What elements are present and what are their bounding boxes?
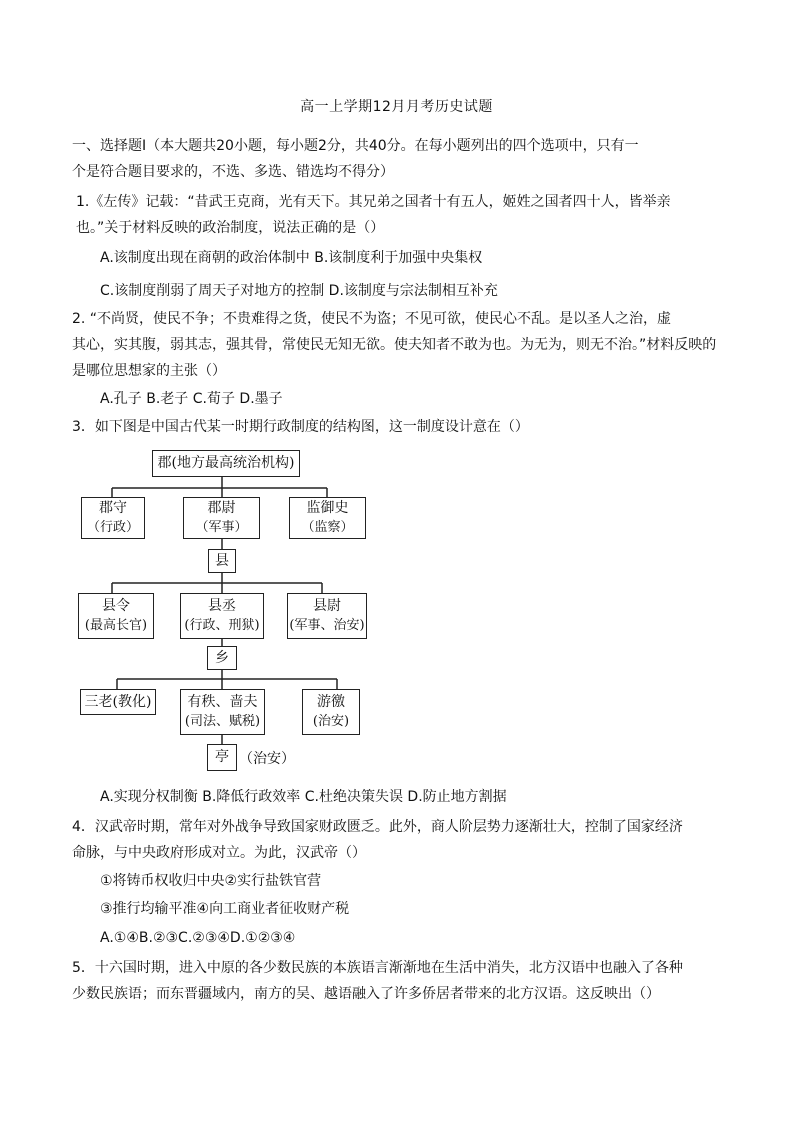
box-jun-label: 郡(地方最高统治机构) bbox=[157, 455, 295, 471]
box-ting-label: 亭 bbox=[215, 749, 229, 765]
box-ting bbox=[207, 744, 237, 771]
q3-options: A.实现分权制衡 B.降低行政效率 C.杜绝决策失误 D.防止地方割据 bbox=[100, 789, 507, 805]
box-youjiao bbox=[302, 689, 360, 735]
administrative-structure-diagram bbox=[72, 448, 372, 778]
q4-stem-line2: 命脉，与中央政府形成对立。为此，汉武帝（） bbox=[72, 845, 366, 861]
box-youzhi-label: 有秩、啬夫 bbox=[187, 694, 258, 710]
q4-items-12: ①将铸币权收归中央②实行盐铁官营 bbox=[100, 873, 322, 889]
q2-stem-line3: 是哪位思想家的主张（） bbox=[72, 363, 226, 379]
box-youzhi bbox=[180, 689, 265, 735]
box-xiancheng-label: 县丞 bbox=[208, 598, 236, 614]
box-xiancheng-role: (行政、刑狱) bbox=[184, 618, 260, 633]
box-junwei-label: 郡尉 bbox=[207, 500, 236, 516]
q1-options-cd: C.该制度削弱了周天子对地方的控制 D.该制度与宗法制相互补充 bbox=[100, 283, 498, 299]
box-xianwei bbox=[287, 593, 367, 639]
box-jun bbox=[152, 450, 300, 477]
q1-stem-line1: 1.《左传》记载：“昔武王克商，光有天下。其兄弟之国者十有五人，姬姓之国者四十人，皆举亲 bbox=[76, 194, 671, 210]
box-youjiao-label: 游徼 bbox=[317, 694, 345, 710]
box-xianwei-role: (军事、治安) bbox=[289, 618, 365, 633]
box-junwei-role: （军事） bbox=[195, 520, 248, 535]
page-title: 高一上学期12月月考历史试题 bbox=[300, 99, 493, 115]
box-junshou-role: （行政） bbox=[86, 520, 139, 535]
box-xianling bbox=[78, 593, 154, 639]
box-jianyushi-role: （监察） bbox=[301, 520, 354, 535]
box-xian-label: 县 bbox=[215, 552, 229, 569]
q1-stem-line2: 也。”关于材料反映的政治制度，说法正确的是（） bbox=[76, 220, 385, 236]
q2-stem-line2: 其心，实其腹，弱其志，强其骨，常使民无知无欲。使夫知者不敢为也。为无为，则无不治。”材料反映的 bbox=[72, 337, 717, 353]
q3-stem: 3．如下图是中国古代某一时期行政制度的结构图，这一制度设计意在（） bbox=[72, 419, 529, 435]
section-instructions-line1: 一、选择题Ⅰ（本大题共20小题，每小题2分，共40分。在每小题列出的四个选项中，只有一 bbox=[72, 138, 639, 154]
box-junshou-label: 郡守 bbox=[99, 500, 127, 516]
q2-stem-line1: 2. “不尚贤，使民不争；不贵难得之货，使民不为盗；不见可欲，使民心不乱。是以圣人之治，虚 bbox=[72, 311, 672, 327]
box-sanlao bbox=[80, 689, 156, 715]
box-youjiao-role: (治安) bbox=[312, 714, 350, 729]
box-sanlao-label: 三老(教化) bbox=[84, 693, 152, 710]
section-instructions-line2: 个是符合题目要求的，不选、多选、错选均不得分） bbox=[72, 164, 394, 180]
box-xiang-label: 乡 bbox=[215, 649, 229, 666]
box-xiancheng bbox=[180, 593, 264, 639]
q5-stem-line2: 少数民族语；而东晋疆域内，南方的吴、越语融入了许多侨居者带来的北方汉语。这反映出（） bbox=[72, 986, 660, 1002]
box-ting-role: （治安） bbox=[239, 751, 295, 767]
q2-options: A.孔子 B.老子 C.荀子 D.墨子 bbox=[100, 391, 283, 407]
q1-options-ab: A.该制度出现在商朝的政治体制中 B.该制度利于加强中央集权 bbox=[100, 250, 483, 266]
box-xianling-label: 县令 bbox=[102, 598, 130, 614]
box-junshou bbox=[81, 497, 145, 539]
box-junwei bbox=[183, 497, 260, 539]
q4-items-34: ③推行均输平准④向工商业者征收财产税 bbox=[100, 901, 350, 917]
box-jianyushi bbox=[289, 497, 366, 539]
q4-options: A.①④B.②③C.②③④D.①②③④ bbox=[100, 930, 296, 946]
box-xianwei-label: 县尉 bbox=[313, 598, 341, 614]
box-jianyushi-label: 监御史 bbox=[306, 500, 349, 516]
box-xian bbox=[208, 549, 236, 573]
q5-stem-line1: 5．十六国时期，进入中原的各少数民族的本族语言渐渐地在生活中消失，北方汉语中也融入了各种 bbox=[72, 960, 683, 976]
box-xiang bbox=[207, 646, 237, 670]
box-xianling-role: (最高长官) bbox=[84, 618, 148, 633]
q4-stem-line1: 4．汉武帝时期，常年对外战争导致国家财政匮乏。此外，商人阶层势力逐渐壮大，控制了国家经济 bbox=[72, 819, 683, 835]
box-youzhi-role: (司法、赋税) bbox=[184, 714, 261, 729]
